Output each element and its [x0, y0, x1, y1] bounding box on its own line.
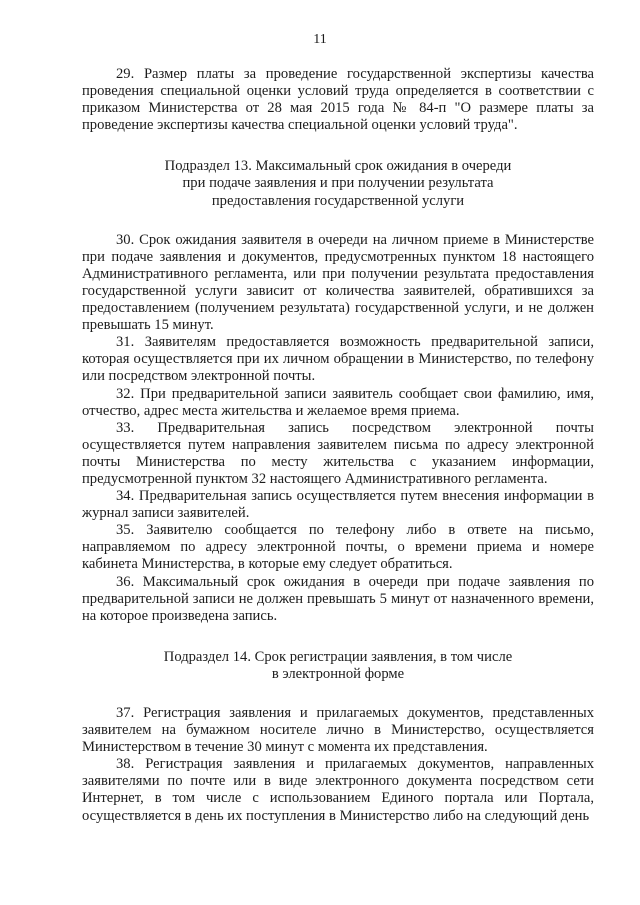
paragraph-35: 35. Заявителю сообщается по телефону либо в ответе на письмо, направляемом по адресу электронной почты, о времени приема и номере кабинета Министерства, в которые ему следует обратиться.: [82, 522, 594, 573]
paragraph-33: 33. Предварительная запись посредством электронной почты осуществляется путем направления заявителем письма по адресу электронной почты Министерства по месту жительства с указанием информации, предусмотренной пунктом 32 настоящего Административного регламента.: [82, 419, 594, 487]
document-body: [82, 66, 594, 825]
paragraph-32: 32. При предварительной записи заявитель сообщает свои фамилию, имя, отчество, адрес места жительства и желаемое время приема.: [82, 385, 594, 419]
heading-line: Подраздел 14. Срок регистрации заявления, в том числе: [163, 648, 513, 665]
paragraph-38: 38. Регистрация заявления и прилагаемых документов, направленных заявителями по почте или в виде электронного документа посредством сети Интернет, в том числе с использованием Единого портала или Портала, осуществляется в день их поступления в Министерство либо на следующий день: [82, 756, 594, 824]
heading-line: Подраздел 13. Максимальный срок ожидания в очереди: [164, 158, 512, 175]
heading-line: в электронной форме: [271, 665, 405, 682]
paragraph-29: 29. Размер платы за проведение государственной экспертизы качества проведения специальной оценки условий труда определяется в соответствии с приказом Министерства от 28 мая 2015 года № 84-п "О размере платы за проведение экспертизы качества специальной оценки условий труда".: [82, 66, 594, 134]
paragraph-30: 30. Срок ожидания заявителя в очереди на личном приеме в Министерстве при подаче заявления и документов, предусмотренных пунктом 18 настоящего Административного регламента, или при получении результата предоставления государственной услуги зависит от количества заявителей, обратившихся за предоставлением (получением результата) государственной услуги, и не должен превышать 15 минут.: [82, 231, 594, 334]
paragraph-34: 34. Предварительная запись осуществляется путем внесения информации в журнал записи заявителей.: [82, 488, 594, 522]
heading-line: предоставления государственной услуги: [211, 192, 465, 209]
subsection-13-heading: [82, 158, 594, 209]
subsection-14-heading: [82, 649, 594, 683]
paragraph-37: 37. Регистрация заявления и прилагаемых документов, представленных заявителем на бумажном носителе лично в Министерство, осуществляется Министерством в течение 30 минут с момента их представления.: [82, 705, 594, 756]
page-number: 11: [313, 32, 327, 47]
heading-line: при подаче заявления и при получении результата: [182, 175, 494, 192]
paragraph-36: 36. Максимальный срок ожидания в очереди при подаче заявления по предварительной записи не должен превышать 5 минут от назначенного времени, на которое произведена запись.: [82, 573, 594, 624]
paragraph-31: 31. Заявителям предоставляется возможность предварительной записи, которая осуществляется при их личном обращении в Министерство, по телефону или посредством электронной почты.: [82, 334, 594, 385]
